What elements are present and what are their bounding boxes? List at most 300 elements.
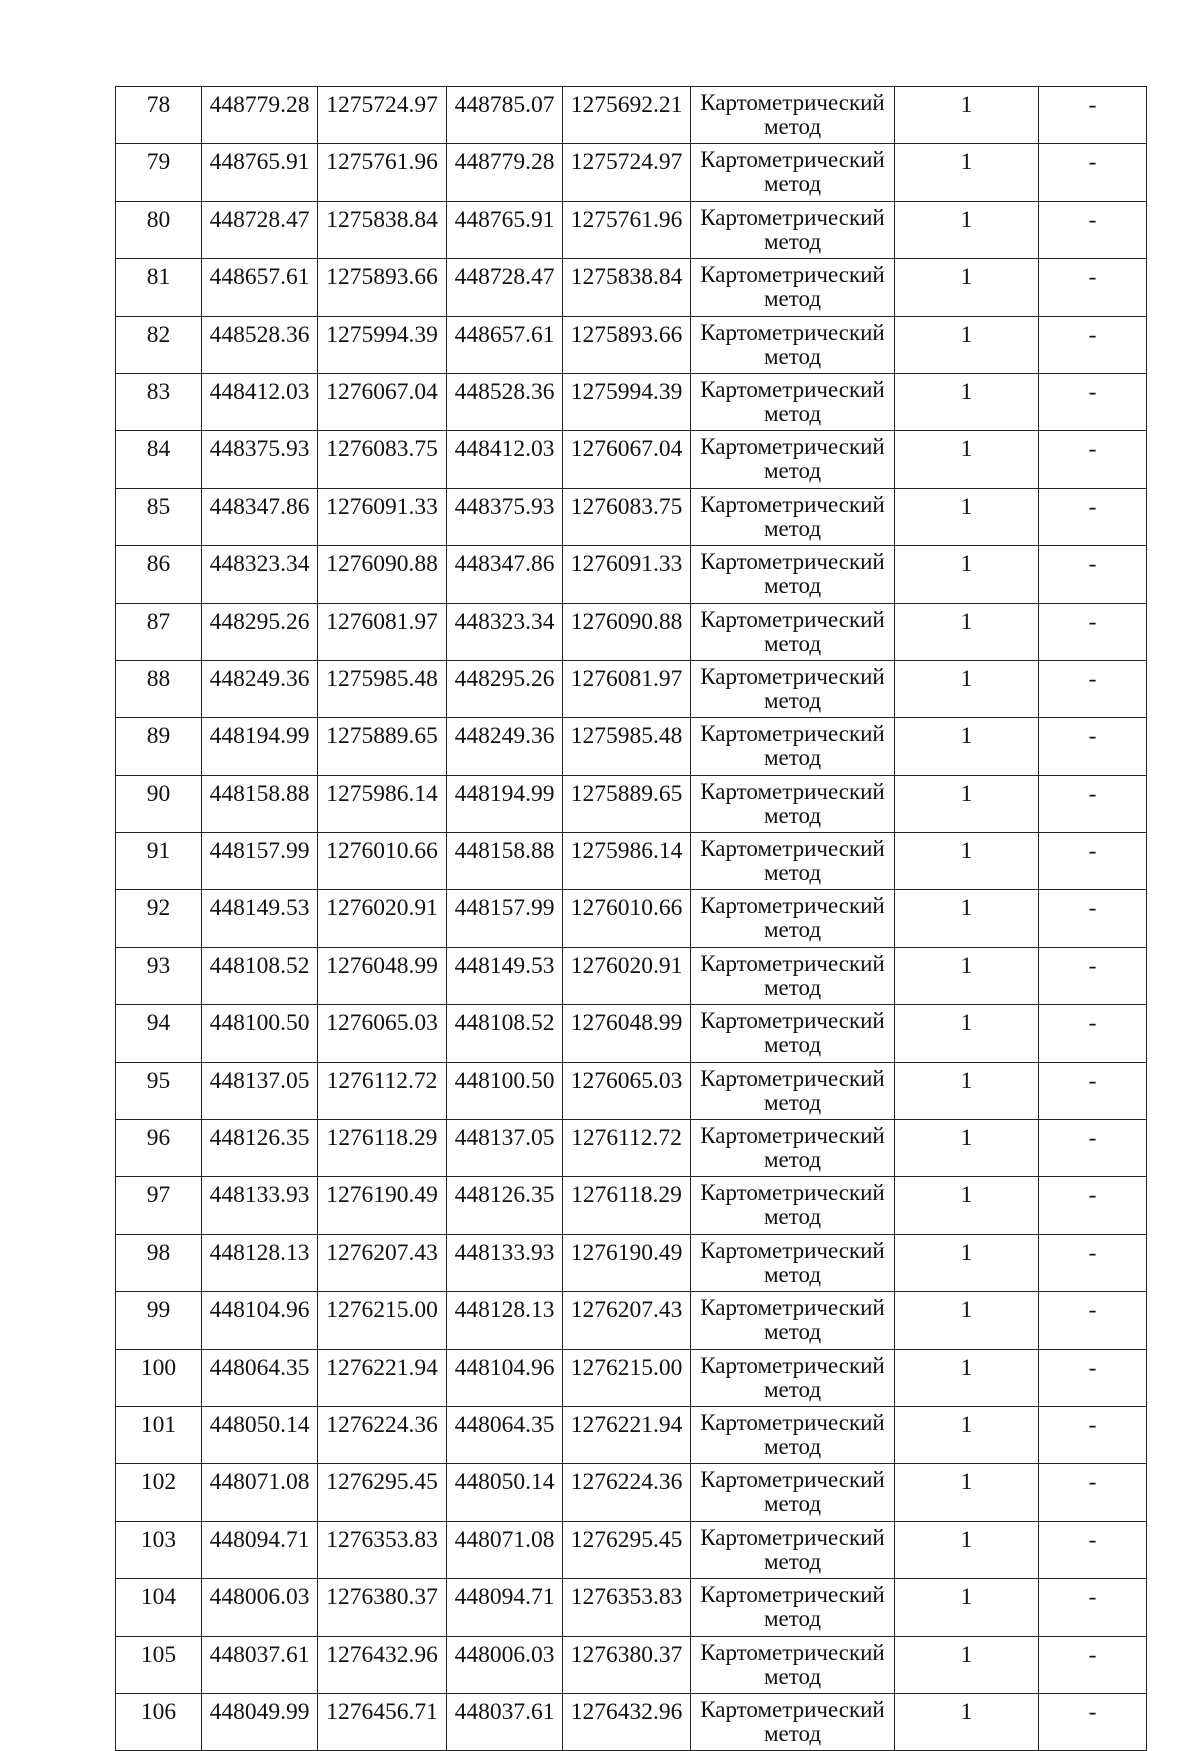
method-line-1: Картометрический xyxy=(700,721,885,747)
prev-x-coordinate-cell: 448037.61 xyxy=(447,1693,563,1750)
precision-cell: 1 xyxy=(895,373,1039,430)
precision-cell: 1 xyxy=(895,1693,1039,1750)
prev-x-coordinate-cell: 448765.91 xyxy=(447,201,563,258)
prev-x-coordinate-cell: 448249.36 xyxy=(447,718,563,775)
prev-x-coordinate-cell: 448050.14 xyxy=(447,1464,563,1521)
point-number-cell: 96 xyxy=(116,1120,202,1177)
note-cell: - xyxy=(1039,775,1147,832)
y-coordinate-cell: 1276380.37 xyxy=(318,1579,447,1636)
prev-x-coordinate-cell: 448157.99 xyxy=(447,890,563,947)
prev-x-coordinate-cell: 448375.93 xyxy=(447,488,563,545)
note-cell: - xyxy=(1039,87,1147,144)
prev-x-coordinate-cell: 448785.07 xyxy=(447,87,563,144)
method-cell xyxy=(691,833,895,890)
y-coordinate-cell: 1275889.65 xyxy=(318,718,447,775)
x-coordinate-cell: 448657.61 xyxy=(202,259,318,316)
method-cell xyxy=(691,201,895,258)
note-cell: - xyxy=(1039,1406,1147,1463)
table-row xyxy=(116,660,1147,717)
table-row xyxy=(116,1062,1147,1119)
method-line-1: Картометрический xyxy=(700,319,885,345)
method-line-2: метод xyxy=(763,974,822,1000)
note-cell: - xyxy=(1039,1349,1147,1406)
note-cell: - xyxy=(1039,718,1147,775)
method-line-2: метод xyxy=(763,1261,822,1287)
x-coordinate-cell: 448049.99 xyxy=(202,1693,318,1750)
method-line-1: Картометрический xyxy=(700,1352,885,1378)
prev-y-coordinate-cell: 1276432.96 xyxy=(563,1693,691,1750)
table-row xyxy=(116,1005,1147,1062)
y-coordinate-cell: 1276112.72 xyxy=(318,1062,447,1119)
note-cell: - xyxy=(1039,1005,1147,1062)
point-number-cell: 88 xyxy=(116,660,202,717)
prev-y-coordinate-cell: 1276090.88 xyxy=(563,603,691,660)
x-coordinate-cell: 448133.93 xyxy=(202,1177,318,1234)
method-line-2: метод xyxy=(763,1433,822,1459)
precision-cell: 1 xyxy=(895,1234,1039,1291)
prev-x-coordinate-cell: 448104.96 xyxy=(447,1349,563,1406)
method-line-1: Картометрический xyxy=(700,1065,885,1091)
table-row xyxy=(116,201,1147,258)
method-cell xyxy=(691,1693,895,1750)
x-coordinate-cell: 448157.99 xyxy=(202,833,318,890)
prev-x-coordinate-cell: 448657.61 xyxy=(447,316,563,373)
prev-y-coordinate-cell: 1276083.75 xyxy=(563,488,691,545)
precision-cell: 1 xyxy=(895,1521,1039,1578)
y-coordinate-cell: 1276224.36 xyxy=(318,1406,447,1463)
y-coordinate-cell: 1275986.14 xyxy=(318,775,447,832)
precision-cell: 1 xyxy=(895,833,1039,890)
point-number-cell: 89 xyxy=(116,718,202,775)
prev-y-coordinate-cell: 1276215.00 xyxy=(563,1349,691,1406)
method-line-1: Картометрический xyxy=(700,147,885,173)
method-line-2: метод xyxy=(763,573,822,599)
precision-cell: 1 xyxy=(895,718,1039,775)
y-coordinate-cell: 1276353.83 xyxy=(318,1521,447,1578)
precision-cell: 1 xyxy=(895,1349,1039,1406)
y-coordinate-cell: 1276207.43 xyxy=(318,1234,447,1291)
point-number-cell: 81 xyxy=(116,259,202,316)
prev-x-coordinate-cell: 448006.03 xyxy=(447,1636,563,1693)
table-row xyxy=(116,947,1147,1004)
method-line-1: Картометрический xyxy=(700,1639,885,1665)
prev-y-coordinate-cell: 1275994.39 xyxy=(563,373,691,430)
prev-y-coordinate-cell: 1275724.97 xyxy=(563,144,691,201)
precision-cell: 1 xyxy=(895,546,1039,603)
precision-cell: 1 xyxy=(895,431,1039,488)
method-line-1: Картометрический xyxy=(700,778,885,804)
method-line-2: метод xyxy=(763,630,822,656)
point-number-cell: 105 xyxy=(116,1636,202,1693)
note-cell: - xyxy=(1039,1234,1147,1291)
note-cell: - xyxy=(1039,144,1147,201)
prev-x-coordinate-cell: 448137.05 xyxy=(447,1120,563,1177)
prev-y-coordinate-cell: 1276224.36 xyxy=(563,1464,691,1521)
x-coordinate-cell: 448347.86 xyxy=(202,488,318,545)
prev-y-coordinate-cell: 1275838.84 xyxy=(563,259,691,316)
point-number-cell: 94 xyxy=(116,1005,202,1062)
x-coordinate-cell: 448104.96 xyxy=(202,1292,318,1349)
note-cell: - xyxy=(1039,890,1147,947)
prev-x-coordinate-cell: 448071.08 xyxy=(447,1521,563,1578)
table-row xyxy=(116,1406,1147,1463)
table-row xyxy=(116,775,1147,832)
prev-y-coordinate-cell: 1276295.45 xyxy=(563,1521,691,1578)
prev-x-coordinate-cell: 448728.47 xyxy=(447,259,563,316)
x-coordinate-cell: 448323.34 xyxy=(202,546,318,603)
precision-cell: 1 xyxy=(895,144,1039,201)
x-coordinate-cell: 448194.99 xyxy=(202,718,318,775)
prev-y-coordinate-cell: 1276010.66 xyxy=(563,890,691,947)
note-cell: - xyxy=(1039,1062,1147,1119)
x-coordinate-cell: 448375.93 xyxy=(202,431,318,488)
point-number-cell: 93 xyxy=(116,947,202,1004)
prev-x-coordinate-cell: 448108.52 xyxy=(447,1005,563,1062)
note-cell: - xyxy=(1039,833,1147,890)
method-cell xyxy=(691,1120,895,1177)
note-cell: - xyxy=(1039,947,1147,1004)
boundary-coordinates-table xyxy=(115,86,1147,1751)
y-coordinate-cell: 1276067.04 xyxy=(318,373,447,430)
method-line-1: Картометрический xyxy=(700,1582,885,1608)
method-cell xyxy=(691,1636,895,1693)
table-row xyxy=(116,718,1147,775)
note-cell: - xyxy=(1039,660,1147,717)
table-row xyxy=(116,1464,1147,1521)
point-number-cell: 79 xyxy=(116,144,202,201)
method-cell xyxy=(691,1406,895,1463)
note-cell: - xyxy=(1039,1693,1147,1750)
precision-cell: 1 xyxy=(895,201,1039,258)
table-row xyxy=(116,1349,1147,1406)
y-coordinate-cell: 1276295.45 xyxy=(318,1464,447,1521)
note-cell: - xyxy=(1039,488,1147,545)
method-cell xyxy=(691,1005,895,1062)
note-cell: - xyxy=(1039,546,1147,603)
x-coordinate-cell: 448295.26 xyxy=(202,603,318,660)
method-line-1: Картометрический xyxy=(700,1237,885,1263)
note-cell: - xyxy=(1039,259,1147,316)
precision-cell: 1 xyxy=(895,1636,1039,1693)
note-cell: - xyxy=(1039,1292,1147,1349)
x-coordinate-cell: 448728.47 xyxy=(202,201,318,258)
method-line-2: метод xyxy=(763,1548,822,1574)
prev-x-coordinate-cell: 448133.93 xyxy=(447,1234,563,1291)
method-cell xyxy=(691,1464,895,1521)
method-line-2: метод xyxy=(763,917,822,943)
point-number-cell: 103 xyxy=(116,1521,202,1578)
x-coordinate-cell: 448108.52 xyxy=(202,947,318,1004)
x-coordinate-cell: 448094.71 xyxy=(202,1521,318,1578)
prev-x-coordinate-cell: 448094.71 xyxy=(447,1579,563,1636)
method-cell xyxy=(691,1234,895,1291)
method-cell xyxy=(691,1521,895,1578)
x-coordinate-cell: 448158.88 xyxy=(202,775,318,832)
method-line-2: метод xyxy=(763,745,822,771)
point-number-cell: 106 xyxy=(116,1693,202,1750)
prev-y-coordinate-cell: 1275692.21 xyxy=(563,87,691,144)
y-coordinate-cell: 1275985.48 xyxy=(318,660,447,717)
method-cell xyxy=(691,1349,895,1406)
prev-x-coordinate-cell: 448323.34 xyxy=(447,603,563,660)
y-coordinate-cell: 1276065.03 xyxy=(318,1005,447,1062)
note-cell: - xyxy=(1039,1177,1147,1234)
precision-cell: 1 xyxy=(895,1120,1039,1177)
table-row xyxy=(116,603,1147,660)
prev-x-coordinate-cell: 448412.03 xyxy=(447,431,563,488)
point-number-cell: 92 xyxy=(116,890,202,947)
y-coordinate-cell: 1276456.71 xyxy=(318,1693,447,1750)
precision-cell: 1 xyxy=(895,775,1039,832)
table-row xyxy=(116,431,1147,488)
method-line-2: метод xyxy=(763,400,822,426)
table-body xyxy=(116,87,1147,1751)
prev-x-coordinate-cell: 448295.26 xyxy=(447,660,563,717)
method-line-2: метод xyxy=(763,286,822,312)
method-cell xyxy=(691,87,895,144)
method-line-2: метод xyxy=(763,343,822,369)
y-coordinate-cell: 1276083.75 xyxy=(318,431,447,488)
precision-cell: 1 xyxy=(895,1062,1039,1119)
precision-cell: 1 xyxy=(895,1579,1039,1636)
table-row xyxy=(116,1521,1147,1578)
table-row xyxy=(116,144,1147,201)
table-row xyxy=(116,890,1147,947)
method-line-1: Картометрический xyxy=(700,1008,885,1034)
precision-cell: 1 xyxy=(895,1005,1039,1062)
method-cell xyxy=(691,890,895,947)
table-row xyxy=(116,1693,1147,1750)
note-cell: - xyxy=(1039,1120,1147,1177)
method-line-2: метод xyxy=(763,1663,822,1689)
method-line-1: Картометрический xyxy=(700,1123,885,1149)
point-number-cell: 91 xyxy=(116,833,202,890)
y-coordinate-cell: 1275893.66 xyxy=(318,259,447,316)
prev-y-coordinate-cell: 1276048.99 xyxy=(563,1005,691,1062)
method-line-1: Картометрический xyxy=(700,204,885,230)
y-coordinate-cell: 1276432.96 xyxy=(318,1636,447,1693)
point-number-cell: 100 xyxy=(116,1349,202,1406)
table-row xyxy=(116,833,1147,890)
point-number-cell: 82 xyxy=(116,316,202,373)
y-coordinate-cell: 1276020.91 xyxy=(318,890,447,947)
prev-x-coordinate-cell: 448158.88 xyxy=(447,833,563,890)
precision-cell: 1 xyxy=(895,947,1039,1004)
point-number-cell: 78 xyxy=(116,87,202,144)
method-cell xyxy=(691,947,895,1004)
note-cell: - xyxy=(1039,1579,1147,1636)
prev-x-coordinate-cell: 448347.86 xyxy=(447,546,563,603)
point-number-cell: 86 xyxy=(116,546,202,603)
prev-x-coordinate-cell: 448100.50 xyxy=(447,1062,563,1119)
note-cell: - xyxy=(1039,316,1147,373)
precision-cell: 1 xyxy=(895,1292,1039,1349)
precision-cell: 1 xyxy=(895,1406,1039,1463)
method-line-1: Картометрический xyxy=(700,1409,885,1435)
table-row xyxy=(116,488,1147,545)
x-coordinate-cell: 448249.36 xyxy=(202,660,318,717)
table-row xyxy=(116,1292,1147,1349)
method-cell xyxy=(691,1292,895,1349)
point-number-cell: 80 xyxy=(116,201,202,258)
method-cell xyxy=(691,1062,895,1119)
method-cell xyxy=(691,259,895,316)
x-coordinate-cell: 448149.53 xyxy=(202,890,318,947)
precision-cell: 1 xyxy=(895,603,1039,660)
point-number-cell: 83 xyxy=(116,373,202,430)
method-line-1: Картометрический xyxy=(700,549,885,575)
y-coordinate-cell: 1276118.29 xyxy=(318,1120,447,1177)
method-cell xyxy=(691,775,895,832)
y-coordinate-cell: 1275838.84 xyxy=(318,201,447,258)
point-number-cell: 87 xyxy=(116,603,202,660)
method-cell xyxy=(691,431,895,488)
table-row xyxy=(116,1234,1147,1291)
prev-x-coordinate-cell: 448779.28 xyxy=(447,144,563,201)
y-coordinate-cell: 1276010.66 xyxy=(318,833,447,890)
prev-y-coordinate-cell: 1275985.48 xyxy=(563,718,691,775)
table-row xyxy=(116,373,1147,430)
prev-y-coordinate-cell: 1276221.94 xyxy=(563,1406,691,1463)
method-line-2: метод xyxy=(763,1089,822,1115)
table-row xyxy=(116,316,1147,373)
x-coordinate-cell: 448765.91 xyxy=(202,144,318,201)
table-row xyxy=(116,87,1147,144)
x-coordinate-cell: 448050.14 xyxy=(202,1406,318,1463)
y-coordinate-cell: 1276081.97 xyxy=(318,603,447,660)
table-row xyxy=(116,259,1147,316)
prev-y-coordinate-cell: 1276067.04 xyxy=(563,431,691,488)
method-cell xyxy=(691,316,895,373)
prev-x-coordinate-cell: 448126.35 xyxy=(447,1177,563,1234)
note-cell: - xyxy=(1039,373,1147,430)
prev-x-coordinate-cell: 448128.13 xyxy=(447,1292,563,1349)
prev-x-coordinate-cell: 448149.53 xyxy=(447,947,563,1004)
table-row xyxy=(116,1177,1147,1234)
note-cell: - xyxy=(1039,1464,1147,1521)
method-line-2: метод xyxy=(763,171,822,197)
note-cell: - xyxy=(1039,431,1147,488)
x-coordinate-cell: 448128.13 xyxy=(202,1234,318,1291)
method-line-1: Картометрический xyxy=(700,90,885,115)
note-cell: - xyxy=(1039,603,1147,660)
y-coordinate-cell: 1275761.96 xyxy=(318,144,447,201)
prev-y-coordinate-cell: 1275893.66 xyxy=(563,316,691,373)
method-line-2: метод xyxy=(763,1606,822,1632)
method-line-1: Картометрический xyxy=(700,1696,885,1722)
method-line-1: Картометрический xyxy=(700,376,885,402)
method-cell xyxy=(691,603,895,660)
x-coordinate-cell: 448528.36 xyxy=(202,316,318,373)
point-number-cell: 97 xyxy=(116,1177,202,1234)
method-cell xyxy=(691,488,895,545)
method-line-1: Картометрический xyxy=(700,1467,885,1493)
prev-y-coordinate-cell: 1275761.96 xyxy=(563,201,691,258)
x-coordinate-cell: 448006.03 xyxy=(202,1579,318,1636)
x-coordinate-cell: 448071.08 xyxy=(202,1464,318,1521)
method-line-1: Картометрический xyxy=(700,262,885,288)
point-number-cell: 85 xyxy=(116,488,202,545)
method-line-2: метод xyxy=(763,802,822,828)
point-number-cell: 104 xyxy=(116,1579,202,1636)
table-row xyxy=(116,546,1147,603)
prev-y-coordinate-cell: 1275986.14 xyxy=(563,833,691,890)
y-coordinate-cell: 1276048.99 xyxy=(318,947,447,1004)
y-coordinate-cell: 1276190.49 xyxy=(318,1177,447,1234)
point-number-cell: 102 xyxy=(116,1464,202,1521)
x-coordinate-cell: 448412.03 xyxy=(202,373,318,430)
method-line-2: метод xyxy=(763,114,822,139)
prev-y-coordinate-cell: 1276118.29 xyxy=(563,1177,691,1234)
method-line-2: метод xyxy=(763,1376,822,1402)
method-line-2: метод xyxy=(763,228,822,254)
note-cell: - xyxy=(1039,1636,1147,1693)
method-cell xyxy=(691,144,895,201)
method-line-1: Картометрический xyxy=(700,950,885,976)
note-cell: - xyxy=(1039,1521,1147,1578)
prev-x-coordinate-cell: 448194.99 xyxy=(447,775,563,832)
method-line-2: метод xyxy=(763,860,822,886)
method-line-2: метод xyxy=(763,1204,822,1230)
x-coordinate-cell: 448126.35 xyxy=(202,1120,318,1177)
precision-cell: 1 xyxy=(895,1177,1039,1234)
precision-cell: 1 xyxy=(895,660,1039,717)
table-row xyxy=(116,1120,1147,1177)
prev-x-coordinate-cell: 448528.36 xyxy=(447,373,563,430)
precision-cell: 1 xyxy=(895,316,1039,373)
precision-cell: 1 xyxy=(895,488,1039,545)
y-coordinate-cell: 1276215.00 xyxy=(318,1292,447,1349)
prev-y-coordinate-cell: 1276207.43 xyxy=(563,1292,691,1349)
prev-y-coordinate-cell: 1276380.37 xyxy=(563,1636,691,1693)
y-coordinate-cell: 1275724.97 xyxy=(318,87,447,144)
prev-y-coordinate-cell: 1276081.97 xyxy=(563,660,691,717)
x-coordinate-cell: 448064.35 xyxy=(202,1349,318,1406)
method-line-2: метод xyxy=(763,1319,822,1345)
point-number-cell: 99 xyxy=(116,1292,202,1349)
method-line-1: Картометрический xyxy=(700,434,885,460)
point-number-cell: 98 xyxy=(116,1234,202,1291)
method-line-1: Картометрический xyxy=(700,1180,885,1206)
prev-y-coordinate-cell: 1276353.83 xyxy=(563,1579,691,1636)
method-line-1: Картометрический xyxy=(700,1524,885,1550)
precision-cell: 1 xyxy=(895,87,1039,144)
method-line-2: метод xyxy=(763,1032,822,1058)
y-coordinate-cell: 1276090.88 xyxy=(318,546,447,603)
point-number-cell: 90 xyxy=(116,775,202,832)
method-line-1: Картометрический xyxy=(700,491,885,517)
table-row xyxy=(116,1579,1147,1636)
method-cell xyxy=(691,373,895,430)
prev-y-coordinate-cell: 1276091.33 xyxy=(563,546,691,603)
method-line-2: метод xyxy=(763,515,822,541)
x-coordinate-cell: 448137.05 xyxy=(202,1062,318,1119)
method-line-2: метод xyxy=(763,1720,822,1746)
prev-y-coordinate-cell: 1276020.91 xyxy=(563,947,691,1004)
point-number-cell: 101 xyxy=(116,1406,202,1463)
prev-y-coordinate-cell: 1275889.65 xyxy=(563,775,691,832)
method-cell xyxy=(691,1177,895,1234)
method-cell xyxy=(691,546,895,603)
prev-y-coordinate-cell: 1276190.49 xyxy=(563,1234,691,1291)
method-line-1: Картометрический xyxy=(700,663,885,689)
point-number-cell: 84 xyxy=(116,431,202,488)
prev-y-coordinate-cell: 1276065.03 xyxy=(563,1062,691,1119)
method-cell xyxy=(691,718,895,775)
y-coordinate-cell: 1275994.39 xyxy=(318,316,447,373)
method-line-1: Картометрический xyxy=(700,836,885,862)
prev-x-coordinate-cell: 448064.35 xyxy=(447,1406,563,1463)
